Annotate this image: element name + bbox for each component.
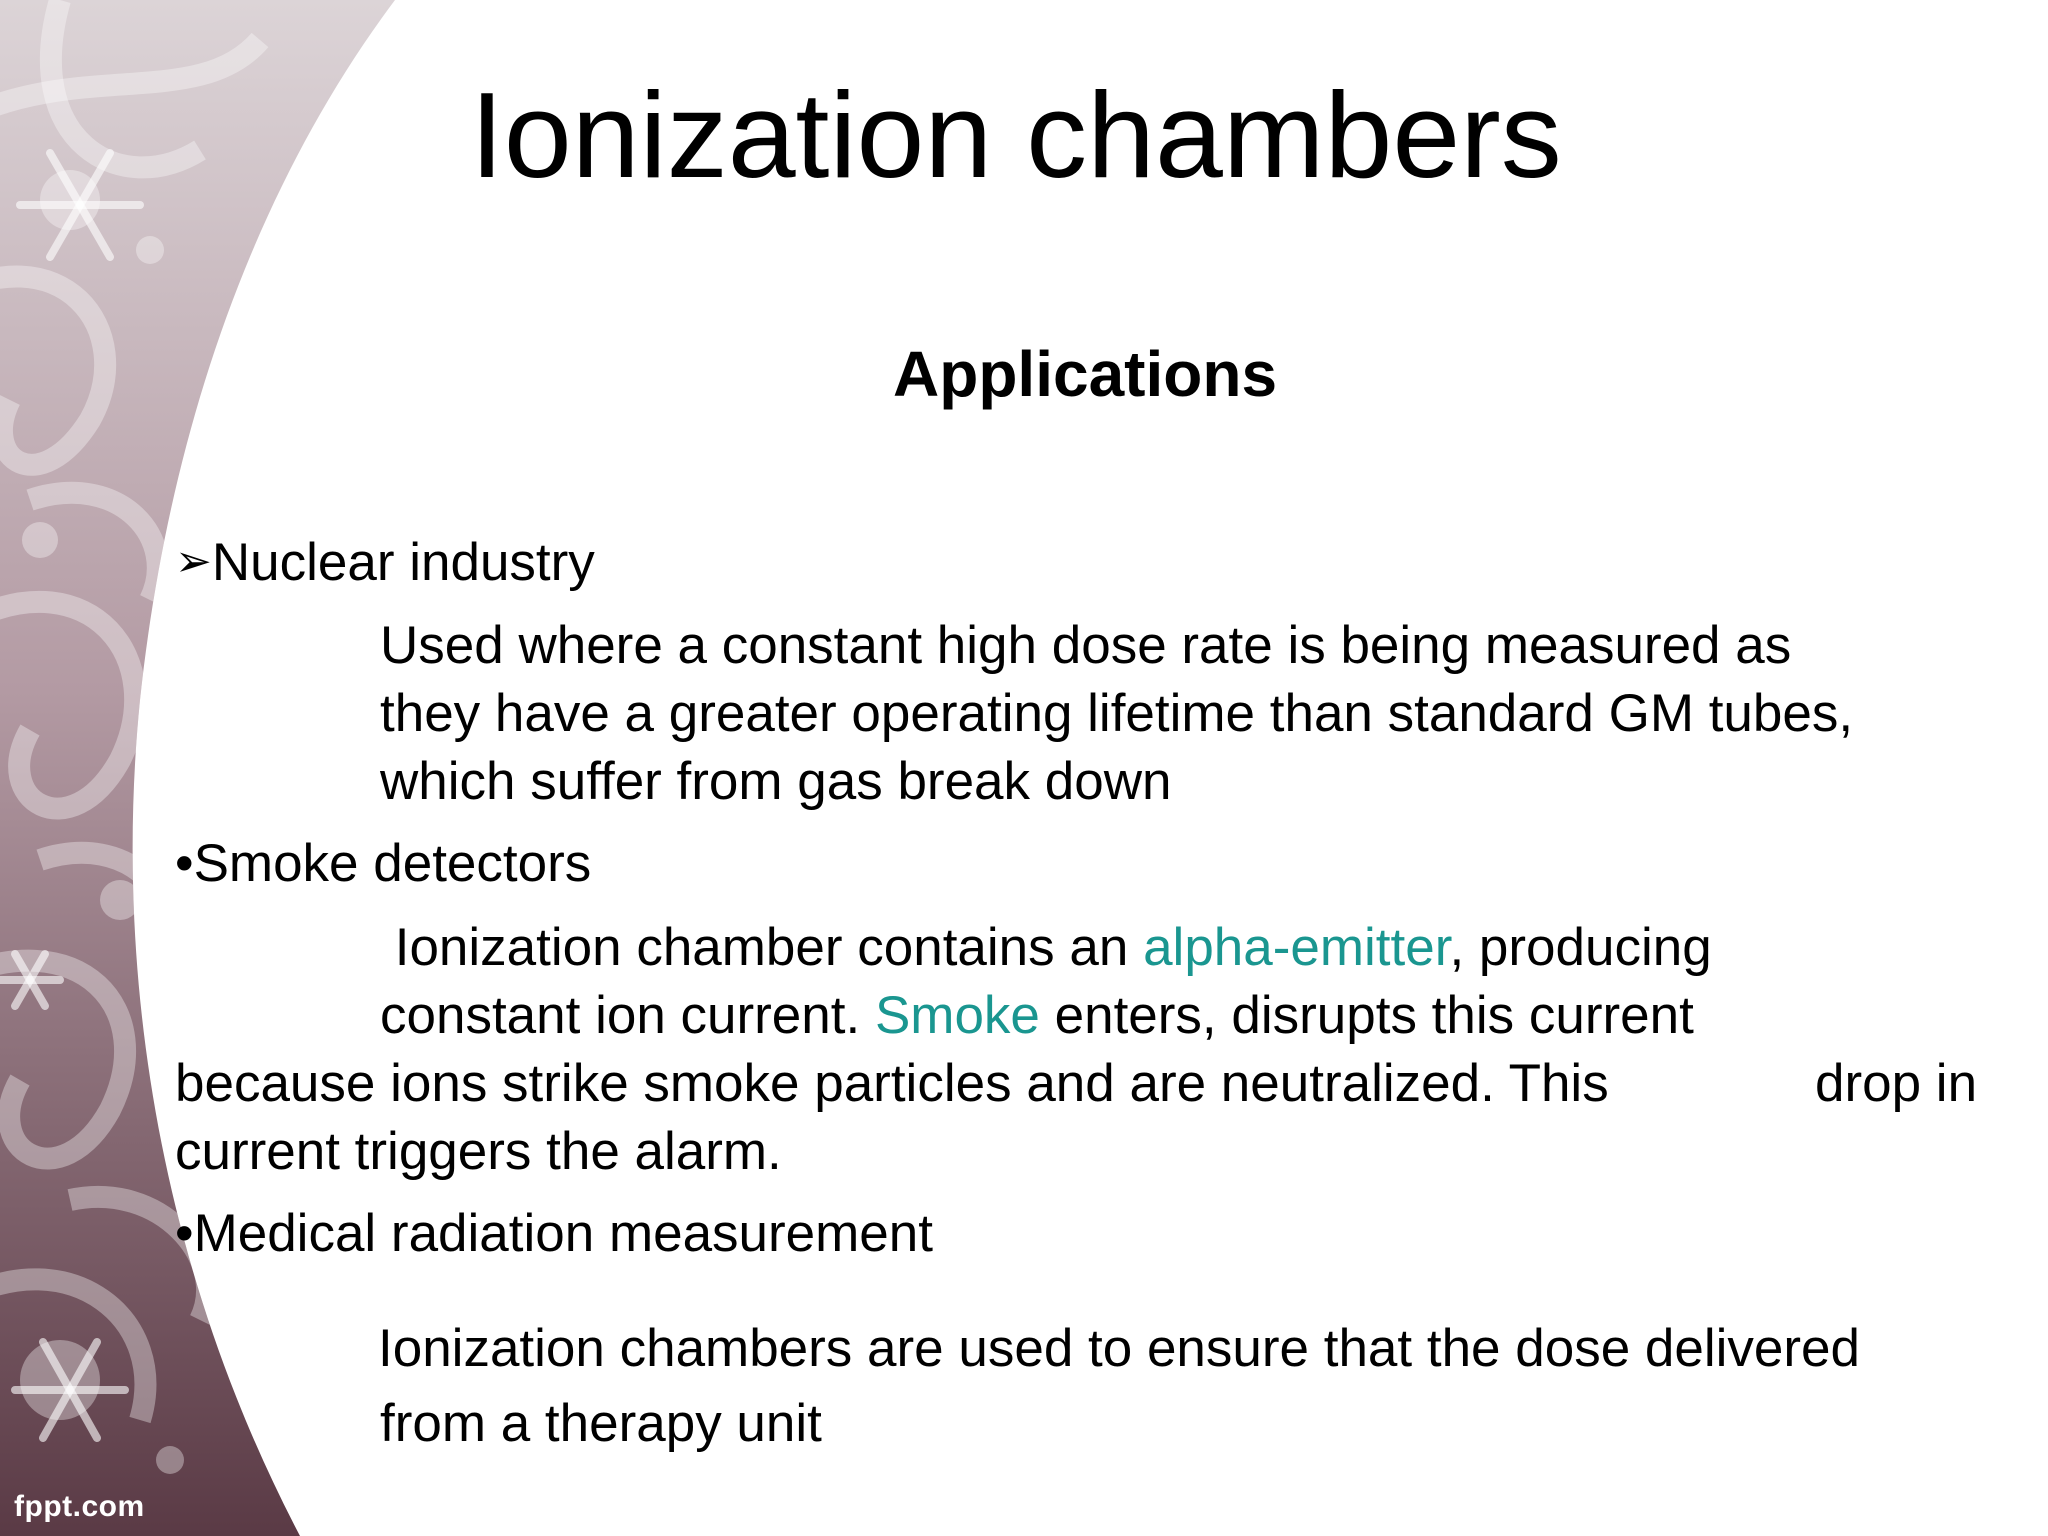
arrow-bullet-icon: ➢ xyxy=(175,536,212,587)
medical-text-line-2: from a therapy unit xyxy=(380,1394,822,1453)
smoke-text-line-1: Ionization chamber contains an alpha-emitter, producing xyxy=(380,918,1712,977)
dot-bullet-icon: • xyxy=(175,1204,194,1263)
section-heading-nuclear-industry: ➢Nuclear industry xyxy=(175,528,595,597)
section-heading-medical-radiation: •Medical radiation measurement xyxy=(175,1200,933,1268)
slide-title: Ionization chambers xyxy=(470,67,1562,203)
smoke-text-line-2: constant ion current. Smoke enters, disrupts this current xyxy=(380,986,1694,1045)
medical-text-line-1: Ionization chambers are used to ensure that the dose delivered xyxy=(378,1319,1860,1378)
smoke-text-line-3-end: drop in xyxy=(1815,1054,1978,1113)
slide-subtitle: Applications xyxy=(893,338,1278,410)
dot-bullet-icon: • xyxy=(175,834,194,893)
nuclear-text-line-3: which suffer from gas break down xyxy=(380,752,1172,811)
alpha-emitter-link[interactable]: alpha-emitter xyxy=(1143,918,1450,977)
nuclear-text-line-1: Used where a constant high dose rate is being measured as xyxy=(380,616,1792,675)
section-heading-smoke-detectors: •Smoke detectors xyxy=(175,830,591,898)
smoke-text-line-3: because ions strike smoke particles and are neutralized. This xyxy=(175,1054,1609,1113)
smoke-text-line-4: current triggers the alarm. xyxy=(175,1122,782,1181)
nuclear-text-line-2: they have a greater operating lifetime than standard GM tubes, xyxy=(380,684,1854,743)
brand-logo-text: fppt.com xyxy=(14,1490,145,1523)
smoke-link[interactable]: Smoke xyxy=(874,986,1040,1045)
